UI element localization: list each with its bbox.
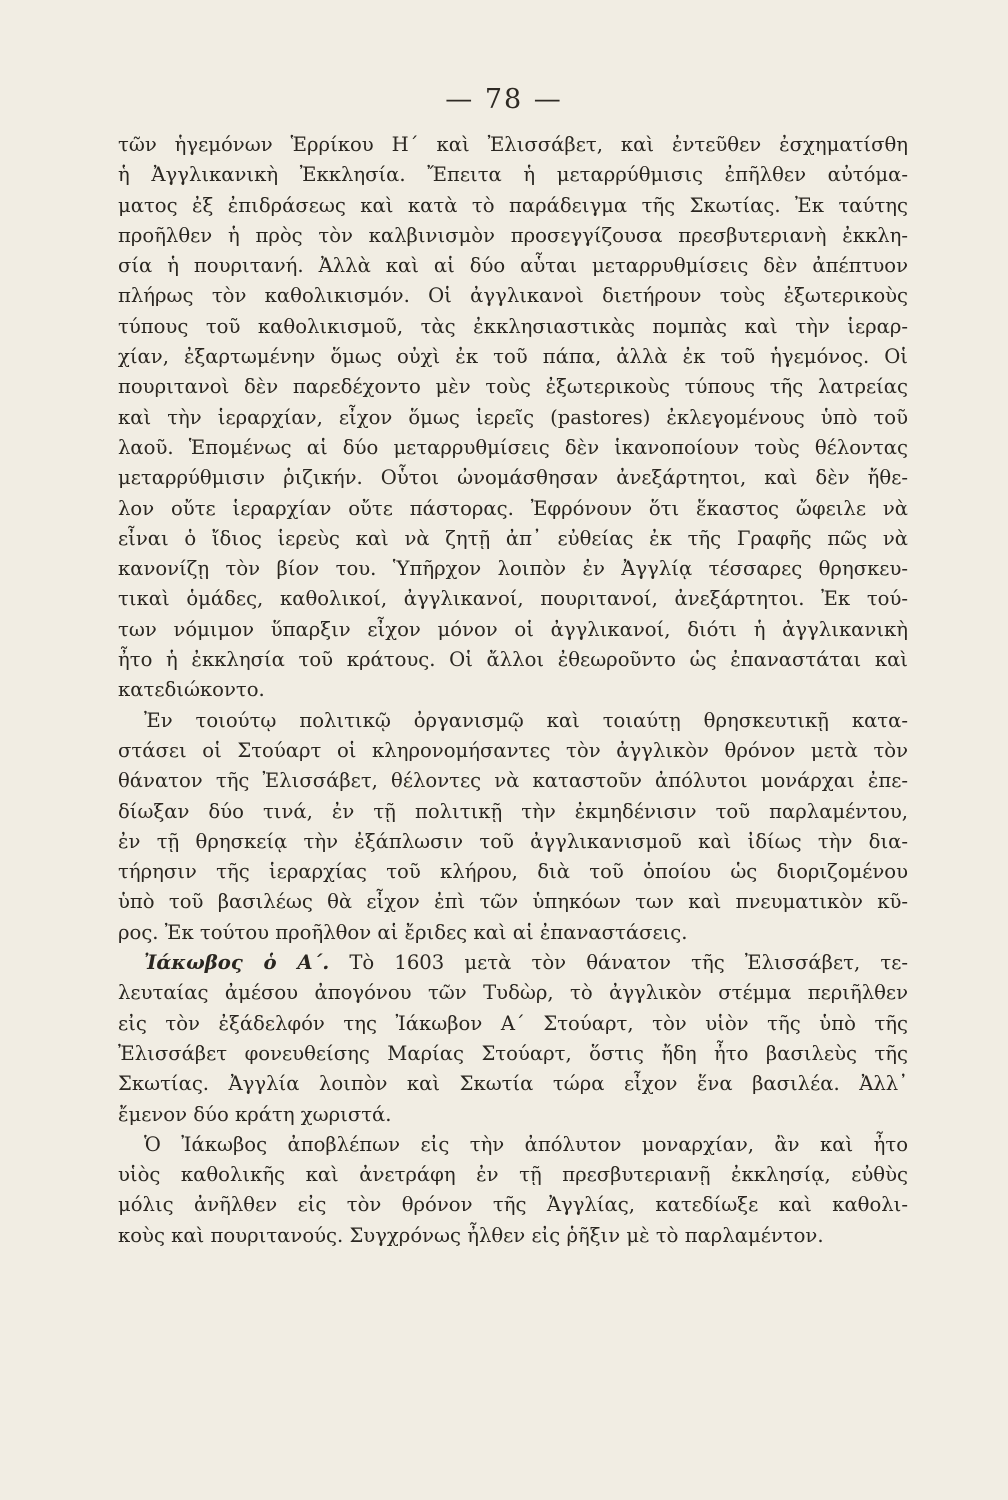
text-line [118,827,908,857]
text-line [118,918,908,948]
text-line [118,797,908,827]
text-line [118,1069,908,1099]
text-line [118,1221,908,1251]
text-line [118,1190,908,1220]
paragraph [118,948,908,1130]
text-line [118,494,908,524]
line-text: ματος ἐξ ἐπιδράσεως καὶ κατὰ τὸ παράδειγμα τῆς Σκωτίας. Ἐκ ταύτης [118,193,908,217]
line-text: θάνατον τῆς Ἐλισσάβετ, θέλοντες νὰ καταστοῦν ἀπόλυτοι μονάρχαι ἐπε- [118,769,908,793]
line-text: λον οὔτε ἱεραρχίαν οὔτε πάστορας. Ἐφρόνουν ὅτι ἕκαστος ὤφειλε νὰ [118,496,908,520]
line-text: υἱὸς καθολικῆς καὶ ἀνετράφη ἐν τῇ πρεσβυτεριανῇ ἐκκλησίᾳ, εὐθὺς [118,1163,908,1187]
line-text: πουριτανοὶ δὲν παρεδέχοντο μὲν τοὺς ἐξωτερικοὺς τύπους τῆς λατρείας [118,375,908,399]
text-line [118,463,908,493]
text-line [118,372,908,402]
line-text: κατεδιώκοντο. [118,678,265,702]
line-text: σία ἡ πουριτανή. Ἀλλὰ καὶ αἱ δύο αὗται μεταρρυθμίσεις δὲν ἀπέπτυον [118,254,908,278]
line-text: Τὸ 1603 μετὰ τὸν θάνατον τῆς Ἐλισσάβετ, τε- [329,951,908,975]
text-line [118,433,908,463]
text-line [118,948,908,978]
text-line [118,342,908,372]
line-text: τήρησιν τῆς ἱεραρχίας τοῦ κλήρου, διὰ τοῦ ὁποίου ὡς διοριζομένου [118,860,908,884]
text-line [118,1130,908,1160]
section-heading: Ἰάκωβος ὁ Α΄. [144,951,330,975]
line-text: ἐν τῇ θρησκείᾳ τὴν ἐξάπλωσιν τοῦ ἀγγλικανισμοῦ καὶ ἰδίως τὴν δια- [118,829,908,853]
text-line [118,706,908,736]
line-text: τύπους τοῦ καθολικισμοῦ, τὰς ἐκκλησιαστικὰς πομπὰς καὶ τὴν ἱεραρ- [118,314,908,338]
line-text: λαοῦ. Ἑπομένως αἱ δύο μεταρρυθμίσεις δὲν ἱκανοποίουν τοὺς θέλοντας [118,435,908,459]
line-text: προῆλθεν ἡ πρὸς τὸν καλβινισμὸν προσεγγίζουσα πρεσβυτεριανὴ ἐκκλη- [118,223,908,247]
text-line [118,251,908,281]
text-line [118,1009,908,1039]
line-text: ὑπὸ τοῦ βασιλέως θὰ εἶχον ἐπὶ τῶν ὑπηκόων των καὶ πνευματικὸν κῦ- [118,890,908,914]
text-line [118,645,908,675]
line-text: χίαν, ἐξαρτωμένην ὅμως οὐχὶ ἐκ τοῦ πάπα, ἀλλὰ ἐκ τοῦ ἡγεμόνος. Οἱ [118,345,908,369]
line-text: Ἐν τοιούτῳ πολιτικῷ ὀργανισμῷ καὶ τοιαύτῃ θρησκευτικῇ κατα- [144,708,908,732]
line-text: ἦτο ἡ ἐκκλησία τοῦ κράτους. Οἱ ἄλλοι ἐθεωροῦντο ὡς ἐπαναστάται καὶ [118,648,908,672]
text-line [118,978,908,1008]
line-text: Ὁ Ἰάκωβος ἀποβλέπων εἰς τὴν ἀπόλυτον μοναρχίαν, ἂν καὶ ἦτο [144,1132,908,1156]
text-line [118,1160,908,1190]
text-line [118,160,908,190]
line-text: κανονίζῃ τὸν βίον του. Ὑπῆρχον λοιπὸν ἐν Ἀγγλίᾳ τέσσαρες θρησκευ- [118,557,908,581]
text-line [118,736,908,766]
text-line [118,857,908,887]
line-text: Ἐλισσάβετ φονευθείσης Μαρίας Στούαρτ, ὅστις ἤδη ἦτο βασιλεὺς τῆς [118,1041,908,1065]
line-text: τικαὶ ὁμάδες, καθολικοί, ἀγγλικανοί, πουριτανοί, ἀνεξάρτητοι. Ἐκ τού- [118,587,908,611]
text-line [118,221,908,251]
line-text: δίωξαν δύο τινά, ἐν τῇ πολιτικῇ τὴν ἐκμηδένισιν τοῦ παρλαμέντου, [118,799,908,823]
body-text [118,130,908,1251]
line-text: λευταίας ἀμέσου ἀπογόνου τῶν Τυδὼρ, τὸ ἀγγλικὸν στέμμα περιῆλθεν [118,981,908,1005]
paragraph [118,706,908,948]
paragraph [118,1130,908,1251]
text-line [118,130,908,160]
line-text: εἰς τὸν ἐξάδελφόν της Ἰάκωβον Α΄ Στούαρτ, τὸν υἱὸν τῆς ὑπὸ τῆς [118,1011,908,1035]
text-line [118,1100,908,1130]
line-text: ἡ Ἀγγλικανικὴ Ἐκκλησία. Ἔπειτα ἡ μεταρρύθμισις ἐπῆλθεν αὐτόμα- [118,163,908,187]
line-text: ρος. Ἐκ τούτου προῆλθον αἱ ἔριδες καὶ αἱ ἐπαναστάσεις. [118,920,688,944]
text-line [118,524,908,554]
line-text: κοὺς καὶ πουριτανούς. Συγχρόνως ἦλθεν εἰς ῥῆξιν μὲ τὸ παρλαμέντον. [118,1223,824,1247]
text-line [118,584,908,614]
text-line [118,554,908,584]
line-text: μόλις ἀνῆλθεν εἰς τὸν θρόνον τῆς Ἀγγλίας, κατεδίωξε καὶ καθολι- [118,1193,908,1217]
line-text: καὶ τὴν ἱεραρχίαν, εἶχον ὅμως ἱερεῖς (pastores) ἐκλεγομένους ὑπὸ τοῦ [118,405,908,429]
text-line [118,675,908,705]
text-line [118,281,908,311]
text-line [118,312,908,342]
text-line [118,403,908,433]
line-text: εἶναι ὁ ἴδιος ἱερεὺς καὶ νὰ ζητῇ ἀπ᾽ εὐθείας ἐκ τῆς Γραφῆς πῶς νὰ [118,526,908,550]
text-line [118,766,908,796]
line-text: Σκωτίας. Ἀγγλία λοιπὸν καὶ Σκωτία τώρα εἶχον ἕνα βασιλέα. Ἀλλ᾽ [118,1072,908,1096]
paragraph [118,130,908,706]
text-line [118,615,908,645]
line-text: τῶν ἡγεμόνων Ἑρρίκου Η΄ καὶ Ἐλισσάβετ, καὶ ἐντεῦθεν ἐσχηματίσθη [118,133,908,156]
line-text: στάσει οἱ Στούαρτ οἱ κληρονομήσαντες τὸν ἀγγλικὸν θρόνον μετὰ τὸν [118,738,908,762]
page-number: — 78 — [445,84,563,115]
text-line [118,191,908,221]
line-text: μεταρρύθμισιν ῥιζικήν. Οὗτοι ὠνομάσθησαν ἀνεξάρτητοι, καὶ δὲν ἤθε- [118,466,908,490]
text-line [118,1039,908,1069]
line-text: των νόμιμον ὕπαρξιν εἶχον μόνον οἱ ἀγγλικανοί, διότι ἡ ἀγγλικανικὴ [118,617,908,641]
line-text: πλήρως τὸν καθολικισμόν. Οἱ ἀγγλικανοὶ διετήρουν τοὺς ἐξωτερικοὺς [118,284,908,308]
text-line [118,887,908,917]
line-text: ἔμενον δύο κράτη χωριστά. [118,1102,392,1126]
